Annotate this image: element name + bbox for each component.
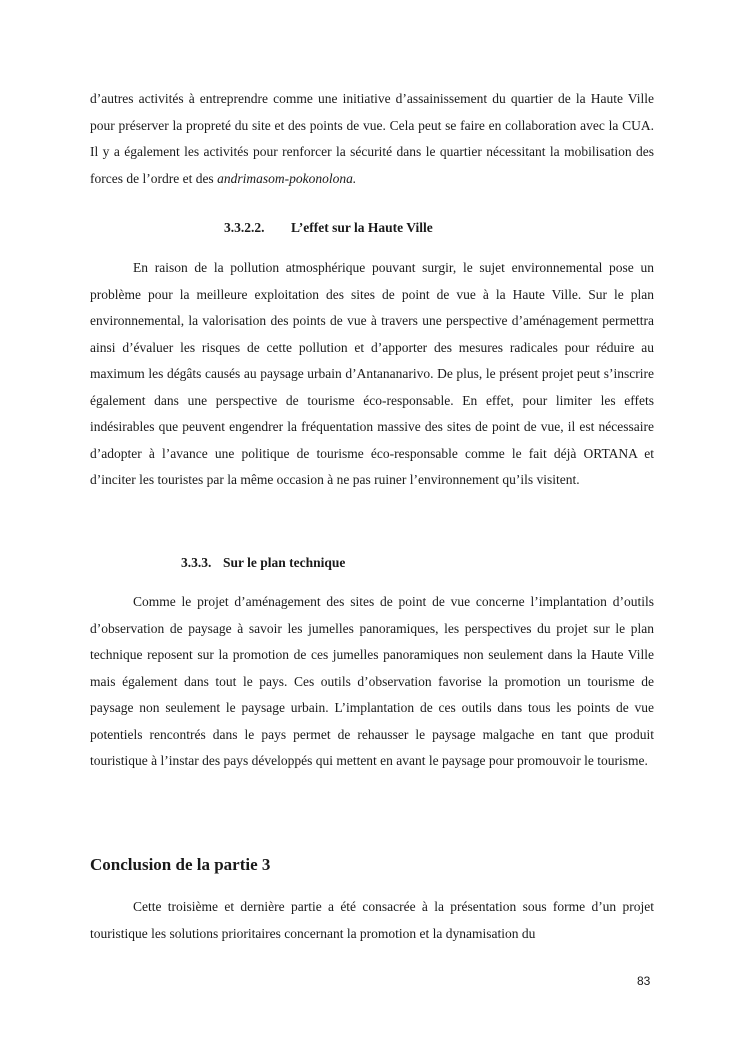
section-heading-3-3-2-2 (224, 218, 433, 238)
paragraph-continuation (90, 86, 654, 192)
section-title: L’effet sur la Haute Ville (291, 220, 433, 235)
page-number: 83 (637, 974, 651, 988)
paragraph-technical: Comme le projet d’aménagement des sites de point de vue concerne l’implantation d’outils d’observation de paysage à savoir les jumelles panoramiques, les perspectives du projet sur le plan technique reposent sur la promotion de ces jumelles panoramiques non seulement dans la Haute Ville mais également dans tout le pays. Ces outils d’observation favorise la promotion un tourisme de paysage non seulement le paysage urbain. L’implantation de ces outils dans tous les points de vue potentiels rencontrés dans le pays permet de rehausser le paysage malgache en tant que produit touristique à l’instar des pays développés qui mettent en avant le paysage pour promouvoir le tourisme. (90, 594, 654, 768)
section-number: 3.3.3. (181, 555, 212, 570)
paragraph-continuation-italic: andrimasom-pokonolona. (217, 170, 357, 186)
paragraph-environment: En raison de la pollution atmosphérique pouvant surgir, le sujet environnemental pose un problème pour la meilleure exploitation des sites de point de vue à la Haute Ville. Sur le plan environnemental, la valorisation des points de vue à travers une perspective d’aménagement permettra ainsi d’évaluer les risques de cette pollution et d’apporter des mesures radicales pour réduire au maximum les dégâts causés au paysage urbain d’Antananarivo. De plus, le présent projet peut s’inscrire également dans une perspective de tourisme éco-responsable. En effet, pour limiter les effets indésirables que peuvent engendrer la fréquentation massive des sites de point de vue, il est nécessaire d’adopter à l’avance une politique de tourisme éco-responsable comme le fait déjà ORTANA et d’inciter les touristes par la même occasion à ne pas ruiner l’environnement qu’ils visitent. (90, 260, 654, 487)
section-title: Sur le plan technique (223, 555, 346, 570)
paragraph-continuation-text: d’autres activités à entreprendre comme une initiative d’assainissement du quartier de la Haute Ville pour préserver la propreté du site et des points de vue. Cela peut se faire en collaboration avec la CUA. Il y a également les activités pour renforcer la sécurité dans le quartier nécessitant la mobilisation des forces de l’ordre et des (90, 91, 654, 186)
conclusion-heading: Conclusion de la partie 3 (90, 855, 271, 874)
section-number: 3.3.2.2. (224, 220, 265, 235)
paragraph-conclusion: Cette troisième et dernière partie a été consacrée à la présentation sous forme d’un projet touristique les solutions prioritaires concernant la promotion et la dynamisation du (90, 899, 654, 941)
section-heading-3-3-3 (181, 553, 345, 573)
